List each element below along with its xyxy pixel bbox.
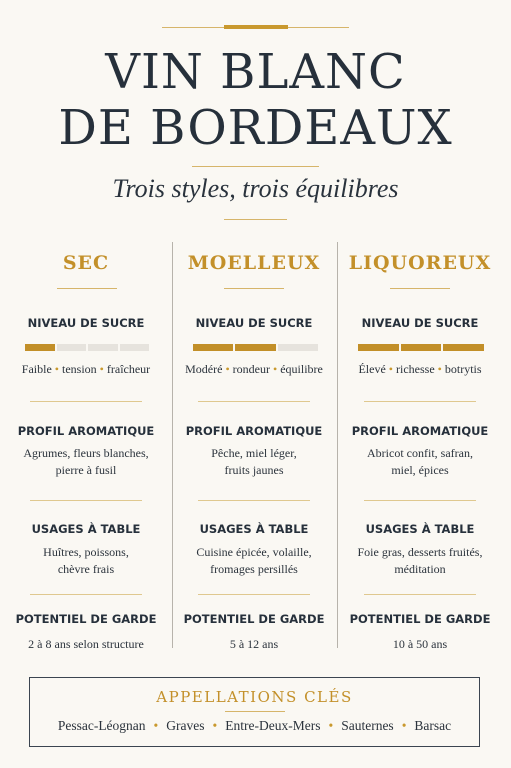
- section-separator: [30, 401, 142, 402]
- sugar-level-bar: [193, 344, 318, 351]
- aroma-line: fruits jaunes: [224, 463, 284, 477]
- appellations-list: Pessac-Léognan • Graves • Entre-Deux-Mers • Sauternes • Barsac: [57, 718, 452, 733]
- sugar-level-bar: [358, 344, 484, 351]
- column-heading: LIQUOREUX: [348, 252, 492, 274]
- aroma-section-title: PROFIL AROMATIQUE: [185, 424, 323, 438]
- table-line: méditation: [394, 562, 446, 576]
- title-rule: [192, 166, 319, 167]
- sugar-word: équilibre: [280, 362, 323, 376]
- aging-value: 5 à 12 ans: [229, 637, 279, 651]
- section-separator: [30, 594, 142, 595]
- sugar-word: Élevé: [358, 362, 386, 376]
- sugar-description: Faible • tension • fraîcheur: [21, 362, 151, 376]
- aroma-line: Pêche, miel léger,: [211, 446, 297, 460]
- sugar-level-bar: [25, 344, 149, 351]
- table-line: Cuisine épicée, volaille,: [196, 545, 312, 559]
- style-column-moelleux: [173, 240, 335, 650]
- sugar-word: Modéré: [185, 362, 223, 376]
- aging-value: 2 à 8 ans selon structure: [28, 637, 144, 651]
- sugar-segment-filled: [235, 344, 275, 351]
- table-section-title: USAGES À TABLE: [199, 522, 309, 536]
- table-line: Foie gras, desserts fruités,: [357, 545, 483, 559]
- table-line: chèvre frais: [57, 562, 115, 576]
- style-column-sec: [5, 240, 167, 650]
- sugar-word: botrytis: [444, 362, 482, 376]
- subtitle-rule: [224, 219, 287, 220]
- appellation-item: Sauternes: [341, 718, 394, 733]
- sugar-word: fraîcheur: [106, 362, 151, 376]
- sugar-word: rondeur: [232, 362, 270, 376]
- appellation-item: Graves: [166, 718, 205, 733]
- aroma-line: miel, épices: [391, 463, 449, 477]
- sugar-section-title: NIVEAU DE SUCRE: [361, 316, 479, 330]
- sugar-segment-empty: [57, 344, 87, 351]
- column-heading: MOELLEUX: [187, 252, 321, 274]
- column-heading: SEC: [62, 252, 110, 274]
- sugar-segment-empty: [120, 344, 150, 351]
- sugar-segment-filled: [401, 344, 442, 351]
- appellations-title: APPELLATIONS CLÉS: [156, 688, 353, 706]
- table-line: fromages persillés: [210, 562, 298, 576]
- aroma-section-title: PROFIL AROMATIQUE: [17, 424, 155, 438]
- sugar-segment-filled: [193, 344, 233, 351]
- section-separator: [364, 401, 476, 402]
- sugar-segment-filled: [443, 344, 484, 351]
- table-line: Huîtres, poissons,: [43, 545, 129, 559]
- table-section-title: USAGES À TABLE: [31, 522, 141, 536]
- page-title-line1: VIN BLANC: [105, 44, 406, 100]
- section-separator: [198, 401, 310, 402]
- sugar-segment-filled: [25, 344, 55, 351]
- sugar-segment-empty: [88, 344, 118, 351]
- top-accent-bar: [224, 25, 288, 29]
- sugar-segment-empty: [278, 344, 318, 351]
- appellations-box: [29, 677, 480, 747]
- aging-section-title: POTENTIEL DE GARDE: [183, 612, 325, 626]
- style-column-liquoreux: [339, 240, 501, 650]
- section-separator: [30, 500, 142, 501]
- sugar-section-title: NIVEAU DE SUCRE: [27, 316, 145, 330]
- appellations-rule: [225, 711, 285, 712]
- aging-section-title: POTENTIEL DE GARDE: [349, 612, 491, 626]
- aroma-line: Agrumes, fleurs blanches,: [23, 446, 149, 460]
- section-separator: [198, 594, 310, 595]
- aroma-section-title: PROFIL AROMATIQUE: [351, 424, 489, 438]
- appellation-item: Entre-Deux-Mers: [225, 718, 321, 733]
- page-title-line2: DE BORDEAUX: [58, 100, 453, 156]
- sugar-segment-filled: [358, 344, 399, 351]
- heading-rule: [57, 288, 117, 289]
- heading-rule: [390, 288, 450, 289]
- heading-rule: [224, 288, 284, 289]
- page-subtitle: Trois styles, trois équilibres: [112, 174, 399, 203]
- column-divider: [337, 242, 338, 648]
- section-separator: [198, 500, 310, 501]
- aging-value: 10 à 50 ans: [392, 637, 448, 651]
- aroma-line: pierre à fusil: [55, 463, 117, 477]
- sugar-description: Élevé • richesse • botrytis: [358, 362, 482, 376]
- aroma-line: Abricot confit, safran,: [367, 446, 473, 460]
- aging-section-title: POTENTIEL DE GARDE: [15, 612, 157, 626]
- section-separator: [364, 500, 476, 501]
- section-separator: [364, 594, 476, 595]
- table-section-title: USAGES À TABLE: [365, 522, 475, 536]
- appellation-item: Pessac-Léognan: [57, 718, 146, 733]
- sugar-description: Modéré • rondeur • équilibre: [185, 362, 323, 376]
- sugar-word: richesse: [396, 362, 435, 376]
- sugar-word: tension: [62, 362, 97, 376]
- sugar-word: Faible: [21, 362, 52, 376]
- appellation-item: Barsac: [414, 718, 452, 733]
- sugar-section-title: NIVEAU DE SUCRE: [195, 316, 313, 330]
